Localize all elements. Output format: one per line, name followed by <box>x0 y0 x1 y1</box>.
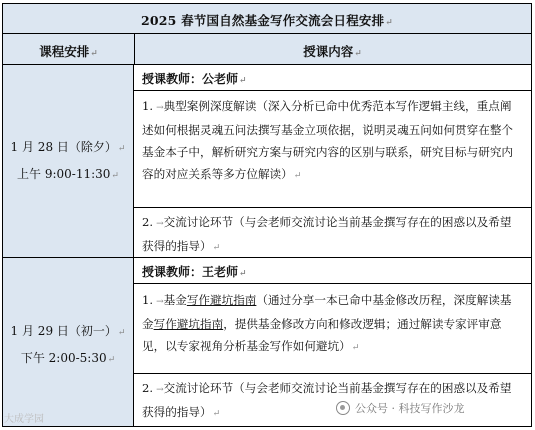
paragraph-mark: ↵ <box>111 171 119 181</box>
session-1-date: 1 月 28 日（除夕）↵ <box>10 140 126 154</box>
watermark-left: 大成学园 <box>4 414 44 425</box>
session-row-1 <box>3 65 531 258</box>
session-2-item-2 <box>134 374 531 426</box>
table-title: 2025 春节国自然基金写作交流会日程安排↵ <box>140 13 394 28</box>
session-2-time: 下午 2:00-5:30↵ <box>20 351 116 365</box>
paragraph-mark: ↵ <box>239 269 247 279</box>
session-2-item-1 <box>134 284 531 374</box>
session-1-item-2 <box>134 208 531 258</box>
session-2-schedule-cell <box>3 258 134 426</box>
header-content: 授课内容↵ <box>303 44 362 59</box>
session-2-teacher: 授课教师：王老师↵ <box>142 265 247 279</box>
guide-title-link: 写作避坑指南 <box>186 293 257 307</box>
paragraph-mark: ↵ <box>212 409 221 419</box>
session-1-item-2-text: 2. →交流讨论环节（与会老师交流讨论当前基金撰写存在的困惑以及希望获得的指导）↵ <box>142 215 512 253</box>
paragraph-mark: ↵ <box>351 343 360 353</box>
session-1-teacher-cell <box>134 65 531 91</box>
session-2-teacher-cell <box>134 258 531 284</box>
session-1-schedule-cell <box>3 65 134 257</box>
paragraph-mark: ↵ <box>385 18 394 28</box>
paragraph-mark: ↵ <box>107 355 116 365</box>
header-schedule: 课程安排↵ <box>39 44 98 59</box>
table-header-row <box>3 34 531 65</box>
session-1-item-1 <box>134 91 531 208</box>
guide-title-link: 写作避坑指南 <box>153 317 224 331</box>
paragraph-mark: ↵ <box>117 144 126 154</box>
paragraph-mark: ↵ <box>239 76 247 86</box>
session-2-item-1-text: 1. →基金写作避坑指南（通过分享一本已命中基金修改历程，深度解读基金写作避坑指南，提供基金修改方向和修改逻辑；通过解读专家评审意见，以专家视角分析基金写作如何避坑）↵ <box>142 293 512 353</box>
session-1-teacher: 授课教师：公老师↵ <box>142 72 247 86</box>
paragraph-mark: ↵ <box>90 49 98 59</box>
table-title-row <box>3 4 531 34</box>
paragraph-mark: ↵ <box>354 49 362 59</box>
schedule-table <box>2 3 532 427</box>
wechat-official-account-icon <box>336 401 350 415</box>
paragraph-mark: ↵ <box>212 243 221 253</box>
paragraph-mark: ↵ <box>117 328 126 338</box>
session-1-item-1-text: 1. →典型案例深度解读（深入分析已命中优秀范本写作逻辑主线，重点阐述如何根据灵魂五问法撰写基金立项依据，说明灵魂五问如何贯穿在整个基金本子中，解析研究方案与研究内容的区别与联系，研究目标与研究内容的对应关系等多方位解读）↵ <box>142 99 514 181</box>
session-2-date: 1 月 29 日（初一）↵ <box>10 324 126 338</box>
session-1-time: 上午 9:00-11:30↵ <box>17 167 119 181</box>
paragraph-mark: ↵ <box>293 171 302 181</box>
watermark-right: 公众号 · 科技写作沙龙 <box>336 400 465 416</box>
session-2-item-2-text: 2. →交流讨论环节（与会老师交流讨论当前基金撰写存在的困惑以及希望获得的指导）↵ <box>142 381 512 419</box>
